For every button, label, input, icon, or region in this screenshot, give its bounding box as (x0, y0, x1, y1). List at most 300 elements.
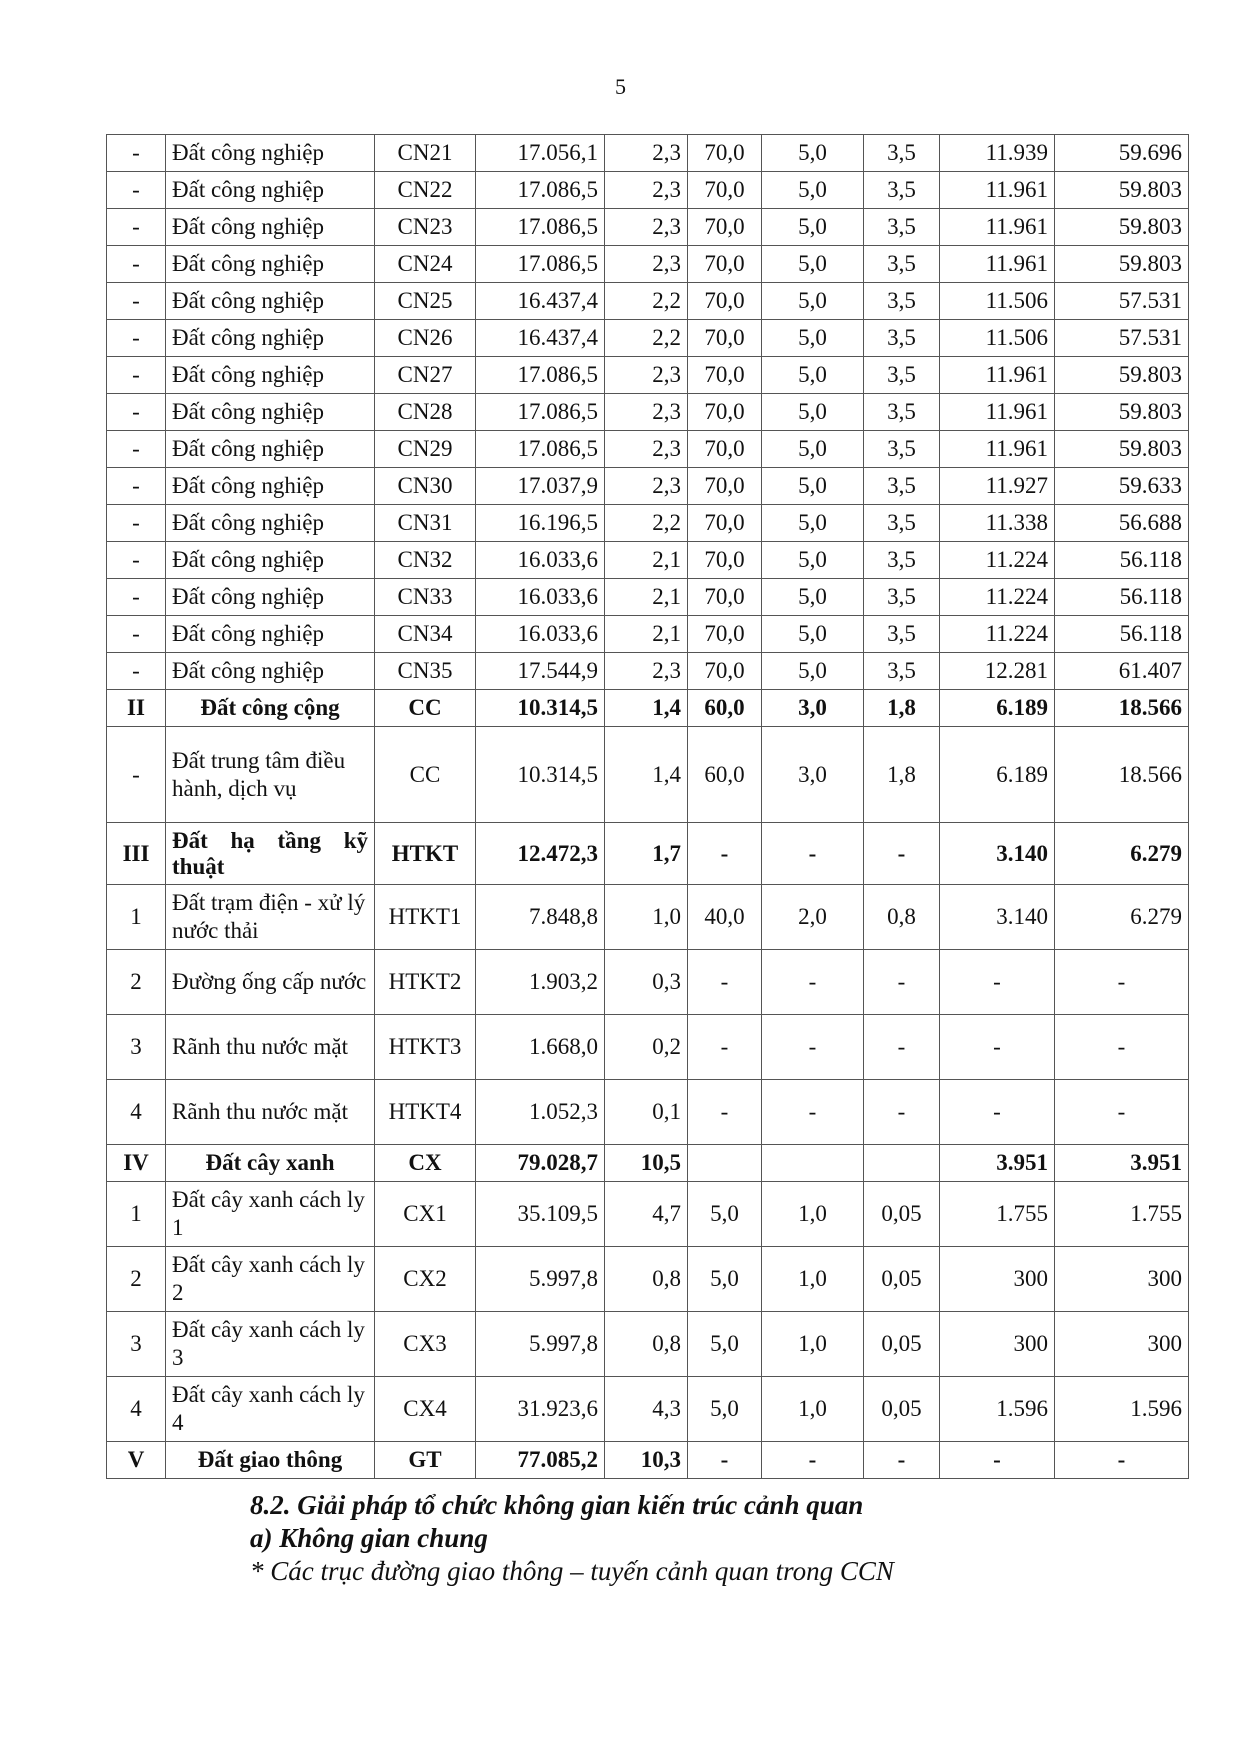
cell-land-type: Đất công nghiệp (166, 172, 375, 209)
cell-land-type: Đất công nghiệp (166, 246, 375, 283)
cell-area: 1.052,3 (476, 1080, 605, 1145)
cell-density: 70,0 (688, 394, 762, 431)
cell-build-area: 11.961 (940, 172, 1055, 209)
cell-floors: - (762, 1015, 864, 1080)
cell-build-area: 12.281 (940, 653, 1055, 690)
cell-code: CN29 (375, 431, 476, 468)
cell-code: CN32 (375, 542, 476, 579)
cell-ratio: 2,3 (605, 172, 688, 209)
cell-floors: 5,0 (762, 320, 864, 357)
table-row (107, 690, 1189, 727)
cell-ratio: 2,3 (605, 135, 688, 172)
table-row (107, 542, 1189, 579)
cell-far: 0,05 (864, 1312, 940, 1377)
cell-floor-area: 59.803 (1055, 431, 1189, 468)
cell-stt: - (107, 172, 166, 209)
cell-density: 70,0 (688, 468, 762, 505)
cell-area: 10.314,5 (476, 727, 605, 823)
cell-ratio: 2,3 (605, 394, 688, 431)
cell-land-type: Đất công cộng (166, 690, 375, 727)
cell-code: CN26 (375, 320, 476, 357)
cell-floors: 1,0 (762, 1247, 864, 1312)
cell-floor-area: 300 (1055, 1247, 1189, 1312)
cell-density: 70,0 (688, 653, 762, 690)
cell-ratio: 1,7 (605, 823, 688, 885)
cell-floor-area: 59.633 (1055, 468, 1189, 505)
cell-code: HTKT4 (375, 1080, 476, 1145)
cell-stt: 1 (107, 1182, 166, 1247)
cell-land-type: Đất công nghiệp (166, 394, 375, 431)
table-row (107, 1247, 1189, 1312)
cell-floor-area: 61.407 (1055, 653, 1189, 690)
cell-density: 70,0 (688, 505, 762, 542)
cell-build-area: 300 (940, 1312, 1055, 1377)
cell-floors: 5,0 (762, 357, 864, 394)
cell-far: 1,8 (864, 727, 940, 823)
cell-ratio: 1,4 (605, 690, 688, 727)
cell-build-area: 300 (940, 1247, 1055, 1312)
cell-land-type: Đất cây xanh cách ly 3 (166, 1312, 375, 1377)
bullet-heading: * Các trục đường giao thông – tuyến cảnh quan trong CCN (250, 1556, 894, 1586)
cell-build-area: 11.961 (940, 246, 1055, 283)
cell-build-area: 1.596 (940, 1377, 1055, 1442)
cell-build-area: - (940, 1015, 1055, 1080)
cell-floors: - (762, 1080, 864, 1145)
cell-ratio: 2,3 (605, 246, 688, 283)
cell-ratio: 2,3 (605, 357, 688, 394)
cell-density: 5,0 (688, 1247, 762, 1312)
cell-area: 1.668,0 (476, 1015, 605, 1080)
table-row (107, 1377, 1189, 1442)
cell-floors: 5,0 (762, 172, 864, 209)
cell-density: 40,0 (688, 885, 762, 950)
table-row (107, 579, 1189, 616)
cell-code: CN34 (375, 616, 476, 653)
cell-far: - (864, 823, 940, 885)
cell-land-type: Đất cây xanh cách ly 4 (166, 1377, 375, 1442)
cell-floors: 1,0 (762, 1312, 864, 1377)
cell-stt: 1 (107, 885, 166, 950)
cell-land-type: Đất hạ tầng kỹ thuật (166, 823, 375, 885)
table-row (107, 1182, 1189, 1247)
cell-stt: 2 (107, 950, 166, 1015)
cell-floor-area: 1.596 (1055, 1377, 1189, 1442)
cell-stt: - (107, 209, 166, 246)
cell-build-area: 11.961 (940, 431, 1055, 468)
subsection-heading: a) Không gian chung (250, 1523, 488, 1553)
cell-density: 70,0 (688, 283, 762, 320)
cell-stt: 3 (107, 1015, 166, 1080)
cell-floor-area: 59.803 (1055, 209, 1189, 246)
cell-far: 0,8 (864, 885, 940, 950)
cell-code: CN24 (375, 246, 476, 283)
cell-stt: - (107, 320, 166, 357)
cell-land-type: Đất công nghiệp (166, 653, 375, 690)
cell-build-area: 11.506 (940, 320, 1055, 357)
cell-density: 70,0 (688, 579, 762, 616)
cell-code: CN33 (375, 579, 476, 616)
cell-area: 12.472,3 (476, 823, 605, 885)
table-row (107, 135, 1189, 172)
cell-area: 77.085,2 (476, 1442, 605, 1479)
cell-far: 3,5 (864, 468, 940, 505)
cell-area: 5.997,8 (476, 1312, 605, 1377)
cell-build-area: - (940, 1442, 1055, 1479)
cell-floors: 5,0 (762, 579, 864, 616)
cell-code: CN31 (375, 505, 476, 542)
cell-far: 0,05 (864, 1247, 940, 1312)
table-row (107, 1145, 1189, 1182)
cell-floors: - (762, 1442, 864, 1479)
cell-density: 70,0 (688, 209, 762, 246)
cell-code: CX2 (375, 1247, 476, 1312)
table-row (107, 823, 1189, 885)
cell-land-type: Đất công nghiệp (166, 209, 375, 246)
cell-ratio: 2,3 (605, 653, 688, 690)
cell-floors: 5,0 (762, 431, 864, 468)
table-row (107, 616, 1189, 653)
cell-ratio: 2,1 (605, 616, 688, 653)
cell-ratio: 1,4 (605, 727, 688, 823)
cell-code: CC (375, 727, 476, 823)
cell-far: - (864, 1442, 940, 1479)
cell-floors: 5,0 (762, 616, 864, 653)
cell-code: HTKT2 (375, 950, 476, 1015)
cell-floor-area: 59.803 (1055, 357, 1189, 394)
cell-land-type: Đất công nghiệp (166, 542, 375, 579)
cell-far: - (864, 950, 940, 1015)
cell-far: 3,5 (864, 135, 940, 172)
table-row (107, 209, 1189, 246)
cell-floors: 2,0 (762, 885, 864, 950)
cell-density: - (688, 1442, 762, 1479)
table-row (107, 950, 1189, 1015)
cell-stt: - (107, 616, 166, 653)
cell-density: - (688, 950, 762, 1015)
cell-code: CX3 (375, 1312, 476, 1377)
cell-floors: 5,0 (762, 468, 864, 505)
cell-land-type: Đất công nghiệp (166, 431, 375, 468)
cell-area: 35.109,5 (476, 1182, 605, 1247)
cell-build-area: - (940, 950, 1055, 1015)
cell-build-area: 6.189 (940, 690, 1055, 727)
cell-floor-area: 59.803 (1055, 172, 1189, 209)
cell-code: CN23 (375, 209, 476, 246)
cell-build-area: 11.961 (940, 394, 1055, 431)
cell-build-area: 3.140 (940, 823, 1055, 885)
cell-stt: IV (107, 1145, 166, 1182)
cell-code: CX1 (375, 1182, 476, 1247)
cell-area: 16.196,5 (476, 505, 605, 542)
cell-stt: 2 (107, 1247, 166, 1312)
cell-floor-area: - (1055, 1015, 1189, 1080)
cell-floor-area: - (1055, 1080, 1189, 1145)
cell-far: 3,5 (864, 505, 940, 542)
cell-ratio: 0,1 (605, 1080, 688, 1145)
cell-density: 70,0 (688, 431, 762, 468)
cell-ratio: 0,2 (605, 1015, 688, 1080)
cell-land-type: Đất công nghiệp (166, 357, 375, 394)
cell-floors: - (762, 823, 864, 885)
cell-land-type: Đất công nghiệp (166, 320, 375, 357)
cell-build-area: 1.755 (940, 1182, 1055, 1247)
cell-build-area: 11.961 (940, 357, 1055, 394)
table-row (107, 885, 1189, 950)
cell-ratio: 10,5 (605, 1145, 688, 1182)
cell-density: - (688, 1080, 762, 1145)
cell-code: CX4 (375, 1377, 476, 1442)
cell-stt: - (107, 357, 166, 394)
cell-floor-area: 18.566 (1055, 727, 1189, 823)
cell-land-type: Đất công nghiệp (166, 468, 375, 505)
cell-ratio: 0,8 (605, 1312, 688, 1377)
cell-code: HTKT (375, 823, 476, 885)
cell-build-area: 11.338 (940, 505, 1055, 542)
cell-ratio: 2,1 (605, 542, 688, 579)
table-row (107, 1080, 1189, 1145)
cell-density: 70,0 (688, 320, 762, 357)
cell-stt: - (107, 579, 166, 616)
cell-stt: - (107, 653, 166, 690)
cell-area: 16.437,4 (476, 283, 605, 320)
cell-area: 10.314,5 (476, 690, 605, 727)
cell-floor-area: 56.118 (1055, 616, 1189, 653)
table-row (107, 246, 1189, 283)
cell-build-area: 11.939 (940, 135, 1055, 172)
section-heading: 8.2. Giải pháp tổ chức không gian kiến trúc cảnh quan (250, 1490, 864, 1520)
cell-density: 5,0 (688, 1312, 762, 1377)
cell-build-area: 11.506 (940, 283, 1055, 320)
cell-ratio: 4,3 (605, 1377, 688, 1442)
cell-stt: - (107, 246, 166, 283)
cell-stt: 3 (107, 1312, 166, 1377)
table-row (107, 172, 1189, 209)
cell-floor-area: 59.803 (1055, 394, 1189, 431)
cell-floor-area: 3.951 (1055, 1145, 1189, 1182)
cell-land-type: Đường ống cấp nước (166, 950, 375, 1015)
cell-far: 3,5 (864, 431, 940, 468)
cell-stt: 4 (107, 1377, 166, 1442)
cell-ratio: 0,8 (605, 1247, 688, 1312)
cell-area: 16.033,6 (476, 616, 605, 653)
cell-density (688, 1145, 762, 1182)
cell-floors: 5,0 (762, 653, 864, 690)
cell-stt: - (107, 394, 166, 431)
cell-ratio: 1,0 (605, 885, 688, 950)
cell-build-area: 3.140 (940, 885, 1055, 950)
cell-density: 70,0 (688, 616, 762, 653)
cell-floor-area: 1.755 (1055, 1182, 1189, 1247)
cell-stt: - (107, 542, 166, 579)
cell-floor-area: 57.531 (1055, 320, 1189, 357)
table-row (107, 1442, 1189, 1479)
cell-land-type: Đất cây xanh cách ly 1 (166, 1182, 375, 1247)
cell-area: 16.437,4 (476, 320, 605, 357)
cell-floors: 5,0 (762, 209, 864, 246)
table-row (107, 283, 1189, 320)
cell-build-area: 11.224 (940, 616, 1055, 653)
cell-far: - (864, 1080, 940, 1145)
cell-stt: - (107, 431, 166, 468)
cell-build-area: 11.224 (940, 579, 1055, 616)
cell-floor-area: - (1055, 950, 1189, 1015)
cell-land-type: Đất công nghiệp (166, 579, 375, 616)
cell-floor-area: 59.696 (1055, 135, 1189, 172)
cell-land-type: Đất giao thông (166, 1442, 375, 1479)
cell-far: 0,05 (864, 1377, 940, 1442)
cell-area: 79.028,7 (476, 1145, 605, 1182)
cell-area: 7.848,8 (476, 885, 605, 950)
cell-floor-area: 57.531 (1055, 283, 1189, 320)
cell-code: GT (375, 1442, 476, 1479)
cell-code: CX (375, 1145, 476, 1182)
cell-build-area: 11.961 (940, 209, 1055, 246)
cell-stt: 4 (107, 1080, 166, 1145)
cell-ratio: 2,2 (605, 320, 688, 357)
cell-land-type: Đất công nghiệp (166, 135, 375, 172)
cell-code: CN30 (375, 468, 476, 505)
cell-ratio: 2,3 (605, 468, 688, 505)
cell-area: 17.086,5 (476, 394, 605, 431)
table-row (107, 727, 1189, 823)
cell-area: 17.544,9 (476, 653, 605, 690)
cell-code: CN35 (375, 653, 476, 690)
cell-area: 16.033,6 (476, 542, 605, 579)
cell-area: 17.086,5 (476, 431, 605, 468)
cell-build-area: - (940, 1080, 1055, 1145)
table-row (107, 431, 1189, 468)
cell-stt: II (107, 690, 166, 727)
cell-floors: 5,0 (762, 394, 864, 431)
table-row (107, 1312, 1189, 1377)
cell-far: - (864, 1015, 940, 1080)
cell-land-type: Đất trạm điện - xử lý nước thải (166, 885, 375, 950)
cell-far: 3,5 (864, 616, 940, 653)
cell-floors: 5,0 (762, 542, 864, 579)
cell-ratio: 2,1 (605, 579, 688, 616)
cell-floor-area: - (1055, 1442, 1189, 1479)
cell-land-type: Đất công nghiệp (166, 505, 375, 542)
cell-floors: - (762, 950, 864, 1015)
cell-far: 3,5 (864, 357, 940, 394)
table-row (107, 1015, 1189, 1080)
table-row (107, 505, 1189, 542)
cell-area: 31.923,6 (476, 1377, 605, 1442)
land-use-table (106, 134, 1189, 1479)
cell-far (864, 1145, 940, 1182)
cell-far: 3,5 (864, 542, 940, 579)
cell-build-area: 6.189 (940, 727, 1055, 823)
cell-density: 70,0 (688, 246, 762, 283)
table-row (107, 468, 1189, 505)
cell-floors (762, 1145, 864, 1182)
cell-area: 1.903,2 (476, 950, 605, 1015)
cell-far: 3,5 (864, 579, 940, 616)
cell-area: 17.086,5 (476, 209, 605, 246)
cell-build-area: 11.927 (940, 468, 1055, 505)
cell-area: 17.056,1 (476, 135, 605, 172)
cell-density: 60,0 (688, 690, 762, 727)
cell-density: 5,0 (688, 1377, 762, 1442)
cell-area: 17.086,5 (476, 246, 605, 283)
cell-stt: III (107, 823, 166, 885)
cell-land-type: Rãnh thu nước mặt (166, 1080, 375, 1145)
cell-density: 70,0 (688, 357, 762, 394)
cell-floor-area: 300 (1055, 1312, 1189, 1377)
table-row (107, 653, 1189, 690)
cell-code: CN25 (375, 283, 476, 320)
cell-floor-area: 18.566 (1055, 690, 1189, 727)
cell-floors: 3,0 (762, 727, 864, 823)
cell-floor-area: 56.118 (1055, 542, 1189, 579)
cell-land-type: Đất cây xanh cách ly 2 (166, 1247, 375, 1312)
cell-density: - (688, 1015, 762, 1080)
cell-area: 17.037,9 (476, 468, 605, 505)
cell-code: CN22 (375, 172, 476, 209)
cell-area: 17.086,5 (476, 172, 605, 209)
cell-density: 70,0 (688, 172, 762, 209)
cell-floors: 1,0 (762, 1377, 864, 1442)
cell-ratio: 4,7 (605, 1182, 688, 1247)
cell-floors: 5,0 (762, 283, 864, 320)
cell-area: 5.997,8 (476, 1247, 605, 1312)
cell-floor-area: 56.118 (1055, 579, 1189, 616)
cell-floors: 3,0 (762, 690, 864, 727)
cell-code: HTKT3 (375, 1015, 476, 1080)
cell-floors: 5,0 (762, 135, 864, 172)
table-body (107, 135, 1189, 1479)
cell-code: CN28 (375, 394, 476, 431)
cell-far: 0,05 (864, 1182, 940, 1247)
page-number: 5 (615, 74, 626, 99)
cell-stt: - (107, 727, 166, 823)
cell-build-area: 11.224 (940, 542, 1055, 579)
cell-code: CC (375, 690, 476, 727)
cell-density: 60,0 (688, 727, 762, 823)
cell-ratio: 2,3 (605, 209, 688, 246)
table-row (107, 394, 1189, 431)
cell-floors: 5,0 (762, 246, 864, 283)
cell-far: 3,5 (864, 320, 940, 357)
cell-land-type: Đất trung tâm điều hành, dịch vụ (166, 727, 375, 823)
cell-code: HTKT1 (375, 885, 476, 950)
cell-build-area: 3.951 (940, 1145, 1055, 1182)
cell-code: CN27 (375, 357, 476, 394)
cell-ratio: 2,2 (605, 283, 688, 320)
cell-area: 17.086,5 (476, 357, 605, 394)
cell-floors: 5,0 (762, 505, 864, 542)
cell-density: 70,0 (688, 542, 762, 579)
table-row (107, 320, 1189, 357)
cell-area: 16.033,6 (476, 579, 605, 616)
cell-far: 3,5 (864, 283, 940, 320)
cell-far: 3,5 (864, 653, 940, 690)
cell-stt: - (107, 505, 166, 542)
cell-ratio: 2,3 (605, 431, 688, 468)
cell-density: 5,0 (688, 1182, 762, 1247)
cell-ratio: 10,3 (605, 1442, 688, 1479)
cell-stt: - (107, 135, 166, 172)
cell-far: 3,5 (864, 246, 940, 283)
cell-floor-area: 6.279 (1055, 823, 1189, 885)
cell-land-type: Đất cây xanh (166, 1145, 375, 1182)
cell-land-type: Rãnh thu nước mặt (166, 1015, 375, 1080)
cell-far: 3,5 (864, 172, 940, 209)
cell-ratio: 2,2 (605, 505, 688, 542)
cell-far: 3,5 (864, 209, 940, 246)
cell-density: 70,0 (688, 135, 762, 172)
cell-floor-area: 59.803 (1055, 246, 1189, 283)
